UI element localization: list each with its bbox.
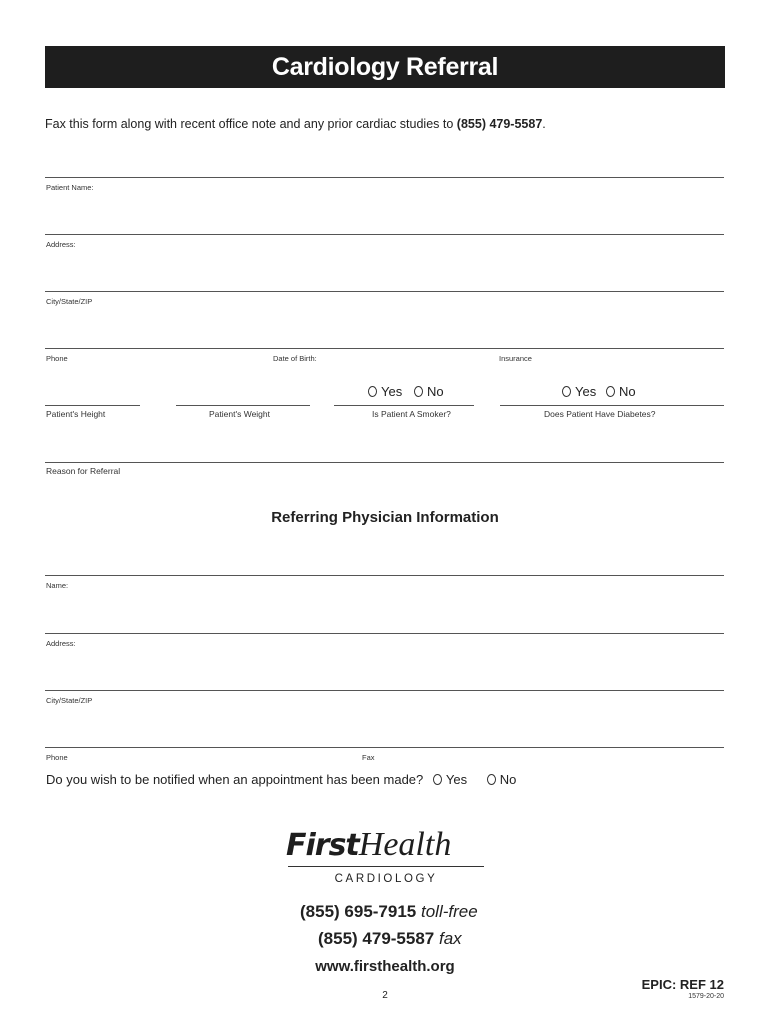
radio-circle-icon xyxy=(487,774,496,785)
divider xyxy=(45,234,724,235)
smoker-yes-label: Yes xyxy=(381,384,403,399)
physician-address-label: Address: xyxy=(46,639,76,648)
physician-name-field[interactable] xyxy=(45,590,724,630)
footer-fax-number: (855) 479-5587 xyxy=(318,929,435,948)
website-link[interactable]: www.firsthealth.org xyxy=(315,958,455,975)
notify-question xyxy=(46,772,516,787)
diabetes-label: Does Patient Have Diabetes? xyxy=(544,409,656,419)
smoker-line xyxy=(334,405,474,406)
footer-fax-label: fax xyxy=(439,929,462,948)
radio-circle-icon xyxy=(606,386,615,397)
page-number: 2 xyxy=(382,990,388,1001)
instructions-end: . xyxy=(542,117,546,131)
physician-phone-label: Phone xyxy=(46,753,68,762)
reason-label: Reason for Referral xyxy=(46,466,121,476)
divider xyxy=(45,575,724,576)
height-label: Patient's Height xyxy=(46,409,106,419)
tollfree-label: toll-free xyxy=(421,902,478,921)
logo-sub: CARDIOLOGY xyxy=(334,873,438,885)
patient-dob-field[interactable] xyxy=(273,363,493,383)
instructions-text: Fax this form along with recent office note and any prior cardiac studies to xyxy=(45,117,457,131)
patient-address-label: Address: xyxy=(46,240,76,249)
patient-city-field[interactable] xyxy=(45,306,724,346)
diabetes-line xyxy=(500,405,724,406)
tollfree-number: (855) 695-7915 xyxy=(300,902,417,921)
smoker-no-option[interactable] xyxy=(414,384,444,399)
patient-phone-label: Phone xyxy=(46,354,68,363)
firsthealth-logo xyxy=(286,826,486,890)
logo-health: Health xyxy=(358,826,452,863)
physician-fax-label: Fax xyxy=(362,753,375,762)
notify-no-option[interactable] xyxy=(487,772,517,787)
divider xyxy=(45,177,724,178)
fax-number: (855) 479-5587 xyxy=(456,117,543,131)
fax-line xyxy=(318,929,462,949)
divider xyxy=(45,690,724,691)
divider xyxy=(45,348,724,349)
patient-address-field[interactable] xyxy=(45,249,724,289)
notify-yes-option[interactable] xyxy=(433,772,467,787)
smoker-label: Is Patient A Smoker? xyxy=(372,409,451,419)
radio-circle-icon xyxy=(433,774,442,785)
logo-first: First xyxy=(286,828,359,863)
diabetes-yes-option[interactable] xyxy=(562,384,596,399)
instructions xyxy=(45,117,546,131)
weight-line xyxy=(176,405,310,406)
patient-phone-field[interactable] xyxy=(45,363,265,399)
notify-no-label: No xyxy=(499,772,517,787)
patient-city-label: City/State/ZIP xyxy=(46,297,93,306)
physician-city-label: City/State/ZIP xyxy=(46,696,93,705)
reason-field[interactable] xyxy=(45,422,724,460)
notify-yes-label: Yes xyxy=(445,772,468,787)
logo-rule xyxy=(288,866,484,867)
divider xyxy=(45,462,724,463)
physician-address-field[interactable] xyxy=(45,648,724,688)
diabetes-yes-label: Yes xyxy=(575,384,597,399)
radio-circle-icon xyxy=(368,386,377,397)
radio-circle-icon xyxy=(414,386,423,397)
patient-insurance-field[interactable] xyxy=(499,363,724,383)
form-code: 1579-20-20 xyxy=(688,993,724,1000)
notify-question-text: Do you wish to be notified when an appointment has been made? xyxy=(46,772,424,787)
epic-code: EPIC: REF 12 xyxy=(641,977,724,992)
smoker-no-label: No xyxy=(427,384,444,399)
divider xyxy=(45,291,724,292)
patient-name-field[interactable] xyxy=(45,192,724,232)
physician-name-label: Name: xyxy=(46,581,69,590)
diabetes-no-label: No xyxy=(619,384,636,399)
divider xyxy=(45,747,724,748)
title-bar xyxy=(45,46,725,88)
patient-name-label: Patient Name: xyxy=(46,183,94,192)
smoker-yes-option[interactable] xyxy=(368,384,402,399)
patient-insurance-label: Insurance xyxy=(499,354,532,363)
page-title: Cardiology Referral xyxy=(271,53,499,81)
patient-dob-label: Date of Birth: xyxy=(273,354,317,363)
diabetes-no-option[interactable] xyxy=(606,384,636,399)
weight-label: Patient's Weight xyxy=(209,409,270,419)
height-line xyxy=(45,405,140,406)
section-title: Referring Physician Information xyxy=(271,509,499,526)
divider xyxy=(45,633,724,634)
physician-city-field[interactable] xyxy=(45,705,724,745)
radio-circle-icon xyxy=(562,386,571,397)
tollfree-line xyxy=(300,902,478,922)
